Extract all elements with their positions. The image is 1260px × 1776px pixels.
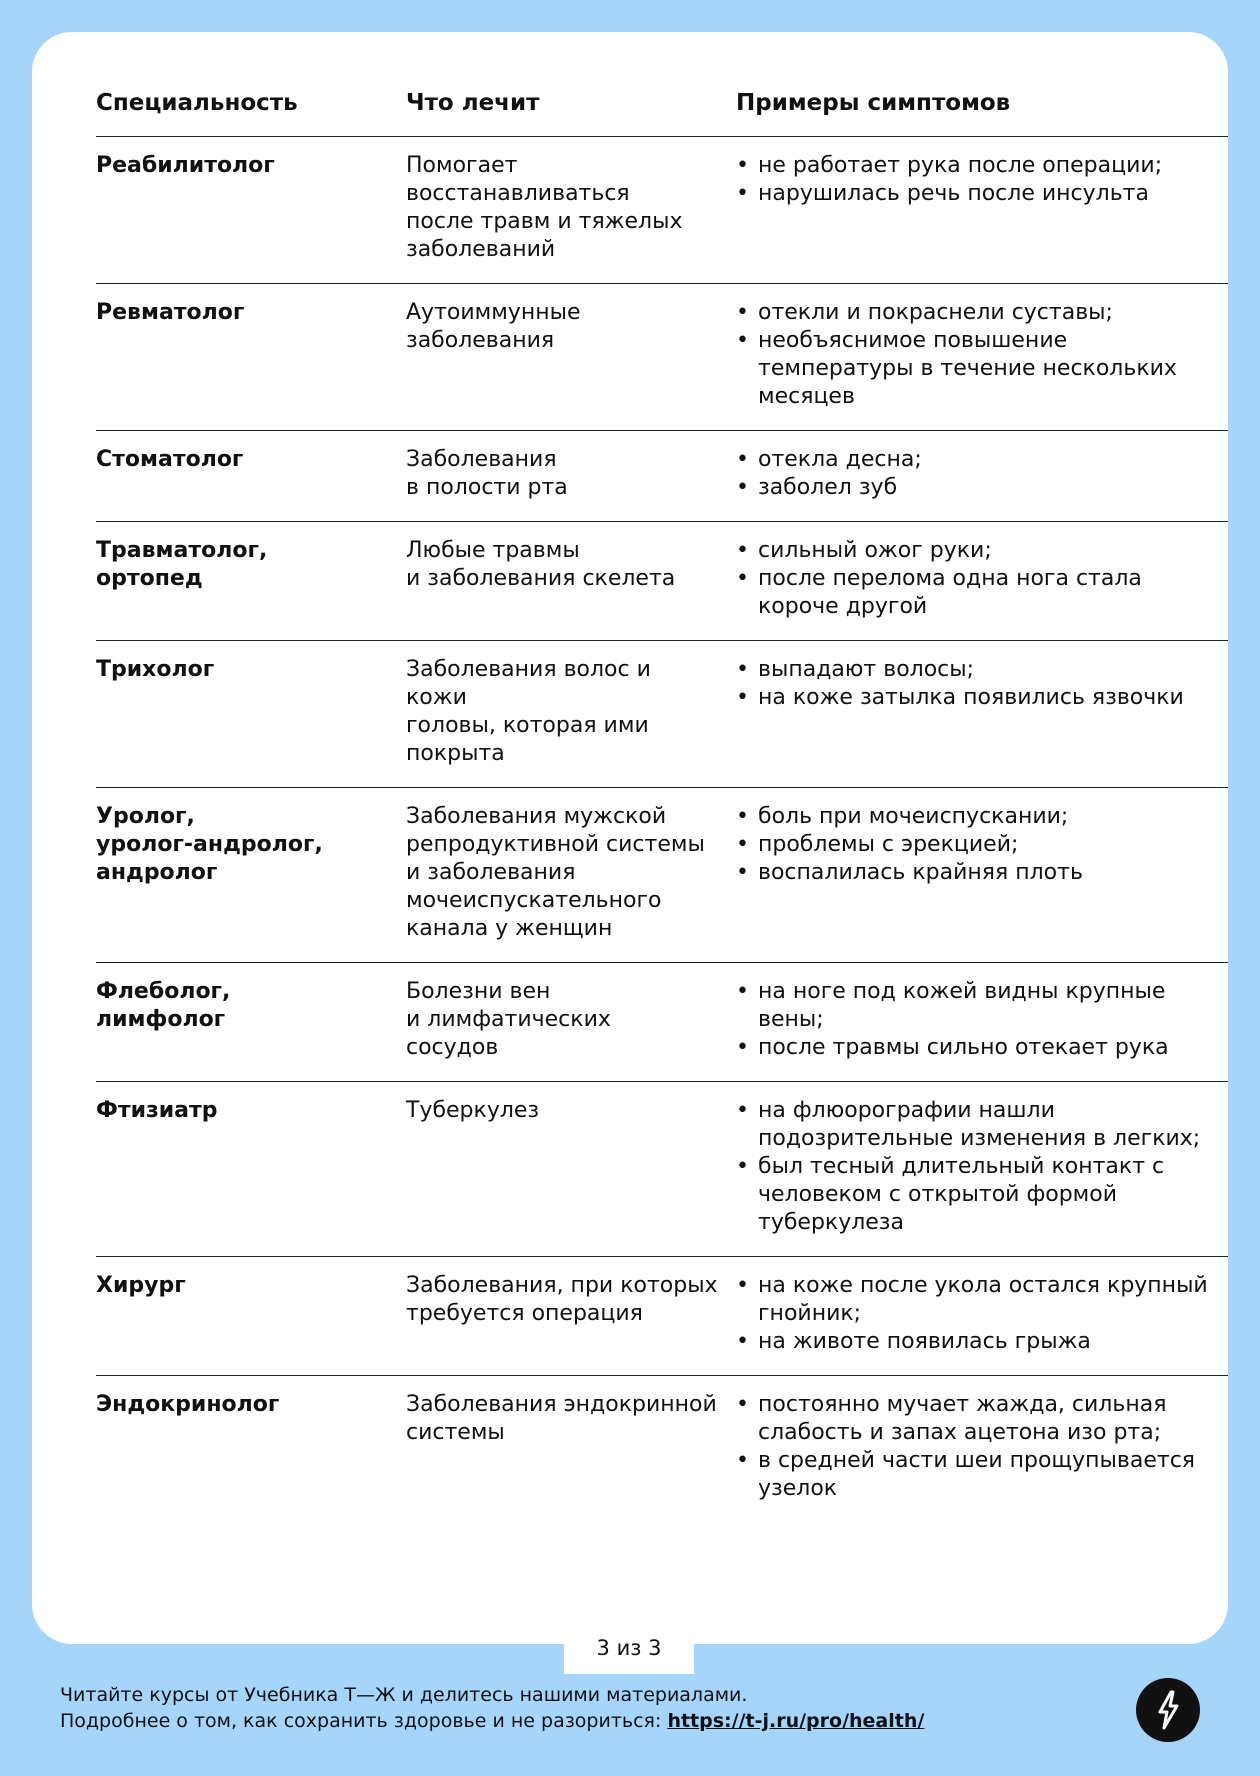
treats-cell [406,1257,736,1376]
symptom-item: • проблемы с эрекцией; [758,831,1228,859]
specialty-cell [96,137,406,284]
specialty-name: Трихолог [96,657,215,682]
symptom-item: • боль при мочеиспускании; [758,803,1228,831]
specialty-name: Стоматолог [96,447,244,472]
symptom-item: • воспалилась крайняя плоть [758,859,1228,887]
table-row [96,1082,1228,1257]
treats-cell [406,788,736,963]
symptoms-list [736,152,1228,208]
lightning-bolt-icon [1136,1678,1200,1742]
specialty-name: Травматолог, ортопед [96,538,268,591]
footer [60,1682,924,1734]
treats-text: Болезни вен и лимфатических сосудов [406,979,611,1060]
symptoms-cell [736,1257,1228,1376]
header-symptoms: Примеры симптомов [736,90,1228,137]
symptoms-list [736,537,1228,621]
symptom-item: • отекла десна; [758,446,1228,474]
specialists-table [96,90,1228,1522]
table-header-row [96,90,1228,137]
header-specialty: Специальность [96,90,406,137]
treats-text: Заболевания мужской репродуктивной системы и заболевания мочеиспускательного канала у женщин [406,804,705,941]
symptoms-cell [736,137,1228,284]
symptoms-list [736,1097,1228,1237]
specialty-name: Флеболог, лимфолог [96,979,231,1032]
specialty-cell [96,284,406,431]
symptom-item: • выпадают волосы; [758,656,1228,684]
symptom-item: • заболел зуб [758,474,1228,502]
symptoms-cell [736,1082,1228,1257]
symptom-item: • после травмы сильно отекает рука [758,1034,1228,1062]
symptom-item: • нарушилась речь после инсульта [758,180,1228,208]
symptoms-cell [736,1376,1228,1523]
symptom-item: • на коже после укола остался крупный гнойник; [758,1272,1228,1328]
treats-cell [406,137,736,284]
treats-text: Заболевания эндокринной системы [406,1392,717,1445]
page-indicator: 3 из 3 [564,1622,694,1674]
symptoms-cell [736,284,1228,431]
table-row [96,431,1228,522]
symptoms-list [736,978,1228,1062]
symptom-item: • не работает рука после операции; [758,152,1228,180]
specialty-cell [96,788,406,963]
table-row [96,522,1228,641]
treats-cell [406,1082,736,1257]
footer-line-1: Читайте курсы от Учебника Т—Ж и делитесь нашими материалами. [60,1684,748,1706]
treats-text: Туберкулез [406,1098,540,1123]
symptoms-list [736,1391,1228,1503]
symptom-item: • на флюорографии нашли подозрительные изменения в легких; [758,1097,1228,1153]
table-row [96,963,1228,1082]
specialty-cell [96,431,406,522]
tj-logo[interactable] [1136,1678,1200,1742]
symptoms-cell [736,641,1228,788]
specialty-name: Фтизиатр [96,1098,218,1123]
treats-text: Помогает восстанавливаться после травм и тяжелых заболеваний [406,153,683,262]
symptoms-list [736,299,1228,411]
treats-text: Заболевания волос и кожи головы, которая ими покрыта [406,657,651,766]
symptoms-list [736,1272,1228,1356]
specialty-cell [96,963,406,1082]
treats-cell [406,1376,736,1523]
health-link[interactable]: https://t-j.ru/pro/health/ [667,1710,925,1732]
specialty-name: Уролог, уролог-андролог, андролог [96,804,323,885]
treats-cell [406,963,736,1082]
treats-cell [406,522,736,641]
specialty-cell [96,1376,406,1523]
symptom-item: • постоянно мучает жажда, сильная слабость и запах ацетона изо рта; [758,1391,1228,1447]
treats-text: Любые травмы и заболевания скелета [406,538,676,591]
symptom-item: • был тесный длительный контакт с человеком с открытой формой туберкулеза [758,1153,1228,1237]
symptom-item: • на животе появилась грыжа [758,1328,1228,1356]
specialty-cell [96,1257,406,1376]
symptoms-cell [736,963,1228,1082]
symptom-item: • на коже затылка появились язвочки [758,684,1228,712]
table-row [96,284,1228,431]
specialty-name: Ревматолог [96,300,245,325]
specialty-cell [96,641,406,788]
symptom-item: • на ноге под кожей видны крупные вены; [758,978,1228,1034]
symptoms-list [736,656,1228,712]
specialty-name: Хирург [96,1273,186,1298]
symptoms-list [736,803,1228,887]
table-row [96,1376,1228,1523]
symptoms-cell [736,788,1228,963]
table-row [96,1257,1228,1376]
table-row [96,137,1228,284]
treats-text: Заболевания, при которых требуется операция [406,1273,718,1326]
symptoms-cell [736,522,1228,641]
symptom-item: • необъяснимое повышение температуры в течение нескольких месяцев [758,327,1228,411]
specialty-cell [96,1082,406,1257]
table-row [96,788,1228,963]
content-card [32,32,1228,1644]
specialty-name: Эндокринолог [96,1392,280,1417]
table-row [96,641,1228,788]
specialty-name: Реабилитолог [96,153,275,178]
specialty-cell [96,522,406,641]
symptoms-list [736,446,1228,502]
treats-cell [406,284,736,431]
header-treats: Что лечит [406,90,736,137]
treats-cell [406,641,736,788]
footer-line-2-text: Подробнее о том, как сохранить здоровье и не разориться: [60,1710,668,1732]
symptom-item: • в средней части шеи прощупывается узелок [758,1447,1228,1503]
symptom-item: • отекли и покраснели суставы; [758,299,1228,327]
footer-line-2 [60,1708,924,1734]
symptoms-cell [736,431,1228,522]
symptom-item: • сильный ожог руки; [758,537,1228,565]
treats-text: Аутоиммунные заболевания [406,300,581,353]
treats-cell [406,431,736,522]
treats-text: Заболевания в полости рта [406,447,568,500]
symptom-item: • после перелома одна нога стала короче другой [758,565,1228,621]
